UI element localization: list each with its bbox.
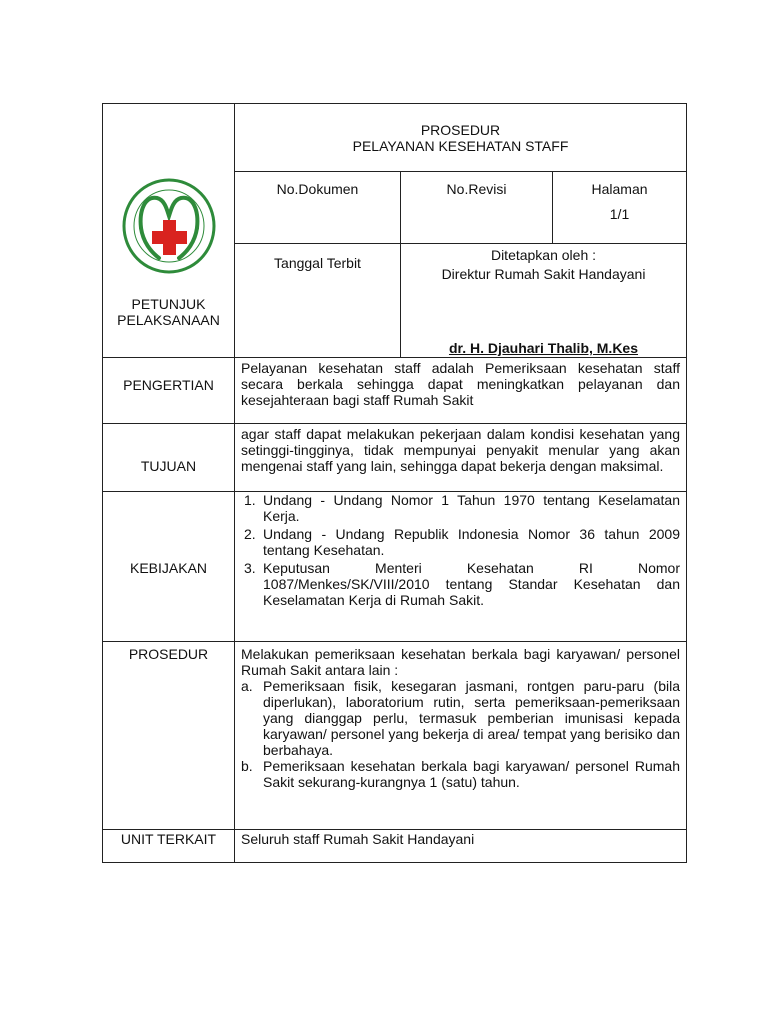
title-line1: PROSEDUR <box>420 122 501 138</box>
title-line2: PELAYANAN KESEHATAN STAFF <box>352 138 569 154</box>
halaman-cell <box>552 171 687 244</box>
list-item-text: Undang - Undang Nomor 1 Tahun 1970 tentang Keselamatan Kerja. <box>263 492 680 524</box>
logo-cell <box>102 103 235 358</box>
prosedur-content-cell <box>234 641 687 830</box>
kebijakan-label-cell <box>102 491 235 642</box>
list-item-number: 3. <box>244 560 256 576</box>
ditetapkan-cell <box>400 243 687 358</box>
list-item-number: 1. <box>244 492 256 508</box>
unit-terkait-text: Seluruh staff Rumah Sakit Handayani <box>241 831 475 847</box>
kebijakan-list <box>241 492 680 608</box>
prosedur-label: PROSEDUR <box>128 646 209 662</box>
list-item <box>241 758 680 790</box>
pengertian-content-cell <box>234 357 687 424</box>
petunjuk-line2: PELAKSANAAN <box>117 312 220 328</box>
list-item-text: Pemeriksaan kesehatan berkala bagi karyawan/ personel Rumah Sakit sekurang-kurangnya 1 (satu) tahun. <box>263 758 680 790</box>
no-dokumen-cell <box>234 171 401 244</box>
list-item-text: Undang - Undang Republik Indonesia Nomor 36 tahun 2009 tentang Kesehatan. <box>263 526 680 558</box>
petunjuk-pelaksanaan <box>103 296 234 328</box>
no-revisi-cell <box>400 171 553 244</box>
unit-terkait-label-cell <box>102 829 235 863</box>
ditetapkan-line2: Direktur Rumah Sakit Handayani <box>441 266 646 282</box>
sop-document <box>102 103 687 863</box>
unit-terkait-label: UNIT TERKAIT <box>120 831 217 847</box>
tanggal-terbit-label: Tanggal Terbit <box>274 255 361 271</box>
no-revisi-label: No.Revisi <box>446 181 507 197</box>
tanggal-terbit-cell <box>234 243 401 358</box>
kebijakan-content-cell <box>234 491 687 642</box>
tujuan-content-cell <box>234 423 687 492</box>
prosedur-label-cell <box>102 641 235 830</box>
ditetapkan-line1: Ditetapkan oleh : <box>490 247 597 263</box>
list-item <box>241 560 680 608</box>
list-item <box>241 492 680 524</box>
halaman-value: 1/1 <box>609 206 630 222</box>
list-item-letter: a. <box>241 678 253 694</box>
hospital-logo <box>121 176 217 276</box>
pengertian-label-cell <box>102 357 235 424</box>
halaman-label: Halaman <box>591 181 648 197</box>
no-dokumen-label: No.Dokumen <box>276 181 359 197</box>
signatory-name: dr. H. Djauhari Thalib, M.Kes <box>448 340 639 356</box>
kebijakan-label: KEBIJAKAN <box>129 560 208 576</box>
unit-terkait-content-cell <box>234 829 687 863</box>
title-cell <box>234 103 687 172</box>
pengertian-label: PENGERTIAN <box>123 377 214 393</box>
list-item-text: Pemeriksaan fisik, kesegaran jasmani, rontgen paru-paru (bila diperlukan), laboratorium rutin, serta pemeriksaan-pemeriksaan yang dianggap perlu, termasuk pemberian imunisasi kepada karyawan/ personel yang bekerja di area/ tempat yang berisiko dan berbahaya. <box>263 678 680 758</box>
pengertian-text: Pelayanan kesehatan staff adalah Pemeriksaan kesehatan staff secara berkala sehingga dapat meningkatkan pelayanan dan kesejahteraan bagi staff Rumah Sakit <box>241 360 680 408</box>
list-item <box>241 526 680 558</box>
prosedur-list <box>241 678 680 790</box>
list-item-letter: b. <box>241 758 253 774</box>
list-item-number: 2. <box>244 526 256 542</box>
petunjuk-line1: PETUNJUK <box>131 296 206 312</box>
tujuan-label: TUJUAN <box>140 458 197 474</box>
list-item <box>241 678 680 758</box>
list-item-text: Keputusan Menteri Kesehatan RI Nomor 1087/Menkes/SK/VIII/2010 tentang Standar Kesehatan dan Keselamatan Kerja di Rumah Sakit. <box>263 560 680 608</box>
prosedur-intro: Melakukan pemeriksaan kesehatan berkala bagi karyawan/ personel Rumah Sakit antara lain : <box>241 646 680 678</box>
tujuan-label-cell <box>102 423 235 492</box>
tujuan-text: agar staff dapat melakukan pekerjaan dalam kondisi kesehatan yang setinggi-tingginya, tidak mempunyai penyakit menular yang akan mengenai staff yang lain, sehingga dapat bekerja dengan maksimal. <box>241 426 680 474</box>
